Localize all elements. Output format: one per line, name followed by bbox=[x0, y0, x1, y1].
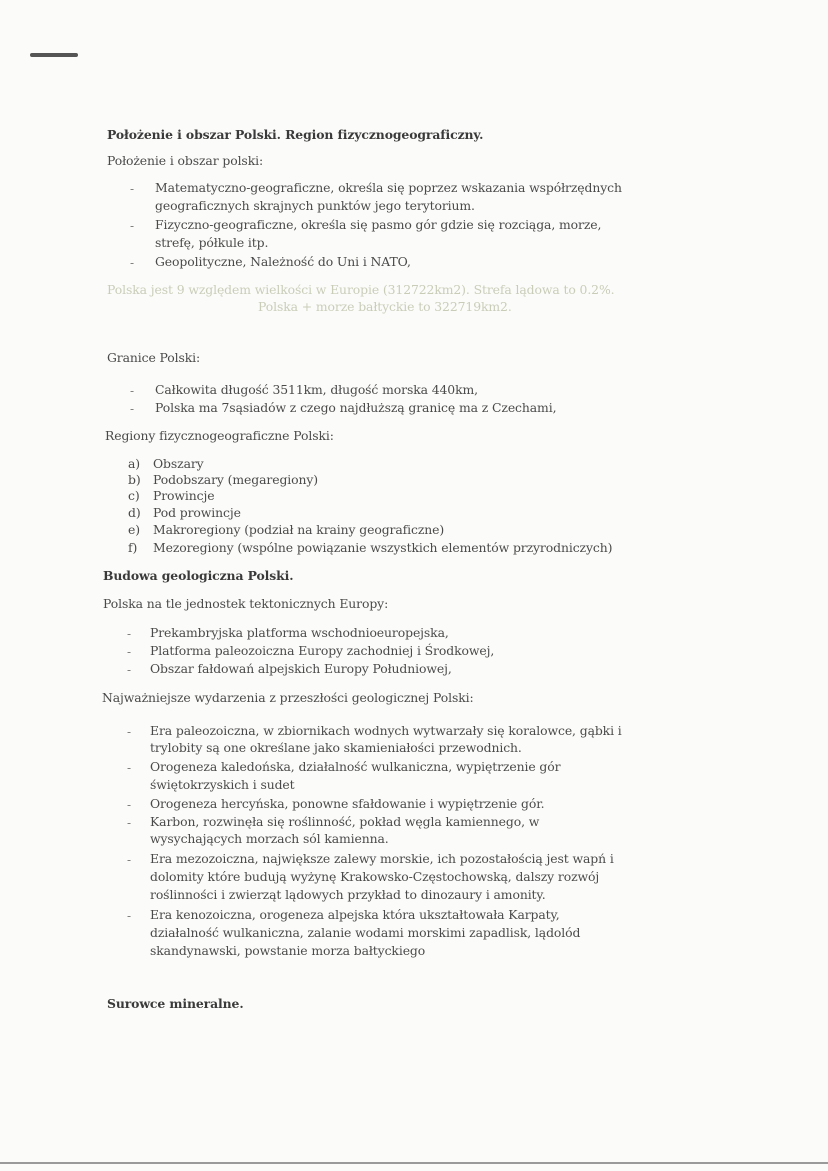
bullet: - bbox=[127, 909, 132, 923]
intro-text: Granice Polski: bbox=[107, 350, 201, 365]
bullet: - bbox=[130, 256, 135, 270]
list-item: skandynawski, powstanie morza bałtyckiego bbox=[150, 943, 426, 958]
list-item: Orogeneza kaledońska, działalność wulkaniczna, wypiętrzenie gór bbox=[150, 759, 561, 774]
list-item: Prowincje bbox=[153, 488, 215, 503]
bullet: - bbox=[127, 761, 132, 775]
bullet: - bbox=[127, 853, 132, 867]
section-heading: Położenie i obszar Polski. Region fizycznogeograficzny. bbox=[107, 127, 484, 142]
list-item: roślinności i zwierząt lądowych przykład to dinozaury i amonity. bbox=[150, 887, 546, 902]
section-heading: Surowce mineralne. bbox=[107, 996, 244, 1011]
bullet: - bbox=[127, 663, 132, 677]
note-text: Polska + morze bałtyckie to 322719km2. bbox=[258, 299, 512, 314]
bullet: - bbox=[130, 219, 135, 233]
list-item: działalność wulkaniczna, zalanie wodami morskimi zapadlisk, lądolód bbox=[150, 925, 581, 940]
list-marker: d) bbox=[128, 505, 141, 520]
list-item: Prekambryjska platforma wschodnioeuropejska, bbox=[150, 625, 449, 640]
list-marker: e) bbox=[128, 522, 140, 537]
list-item: Mezoregiony (wspólne powiązanie wszystkich elementów przyrodniczych) bbox=[153, 540, 613, 555]
list-marker: c) bbox=[128, 488, 140, 503]
list-item: Obszary bbox=[153, 456, 204, 471]
bullet: - bbox=[127, 627, 132, 641]
bullet: - bbox=[130, 402, 135, 416]
list-item: geograficznych skrajnych punktów jego terytorium. bbox=[155, 198, 475, 213]
bullet: - bbox=[127, 725, 132, 739]
list-item: Makroregiony (podział na krainy geograficzne) bbox=[153, 522, 445, 537]
list-item: Całkowita długość 3511km, długość morska 440km, bbox=[155, 382, 478, 397]
list-item: trylobity są one określane jako skamieniałości przewodnich. bbox=[150, 740, 522, 755]
list-item: Obszar fałdowań alpejskich Europy Południowej, bbox=[150, 661, 452, 676]
list-item: Era kenozoiczna, orogeneza alpejska która ukształtowała Karpaty, bbox=[150, 907, 560, 922]
list-item: strefę, półkule itp. bbox=[155, 235, 269, 250]
list-marker: f) bbox=[128, 540, 138, 555]
list-item: Geopolityczne, Należność do Uni i NATO, bbox=[155, 254, 411, 269]
list-item: Fizyczno-geograficzne, określa się pasmo gór gdzie się rozciąga, morze, bbox=[155, 217, 602, 232]
list-item: Orogeneza hercyńska, ponowne sfałdowanie i wypiętrzenie gór. bbox=[150, 796, 545, 811]
list-item: wysychających morzach sól kamienna. bbox=[150, 831, 389, 846]
bullet: - bbox=[127, 798, 132, 812]
intro-text: Położenie i obszar polski: bbox=[107, 153, 264, 168]
list-item: Era mezozoiczna, największe zalewy morskie, ich pozostałością jest wapń i bbox=[150, 851, 614, 866]
bullet: - bbox=[130, 182, 135, 196]
list-marker: a) bbox=[128, 456, 141, 471]
list-item: Platforma paleozoiczna Europy zachodniej i Środkowej, bbox=[150, 643, 495, 658]
page-bottom-edge bbox=[0, 1162, 828, 1164]
bullet: - bbox=[130, 384, 135, 398]
list-item: Podobszary (megaregiony) bbox=[153, 472, 319, 487]
list-item: Pod prowincje bbox=[153, 505, 241, 520]
intro-text: Polska na tle jednostek tektonicznych Europy: bbox=[103, 596, 389, 611]
section-heading: Budowa geologiczna Polski. bbox=[103, 568, 294, 583]
intro-text: Najważniejsze wydarzenia z przeszłości geologicznej Polski: bbox=[102, 690, 474, 705]
intro-text: Regiony fizycznogeograficzne Polski: bbox=[105, 428, 334, 443]
list-item: Karbon, rozwinęła się roślinność, pokład węgla kamiennego, w bbox=[150, 814, 540, 829]
list-item: Era paleozoiczna, w zbiornikach wodnych wytwarzały się koralowce, gąbki i bbox=[150, 723, 622, 738]
list-item: świętokrzyskich i sudet bbox=[150, 777, 295, 792]
bullet: - bbox=[127, 816, 132, 830]
list-item: Matematyczno-geograficzne, określa się poprzez wskazania współrzędnych bbox=[155, 180, 622, 195]
list-marker: b) bbox=[128, 472, 141, 487]
note-text: Polska jest 9 względem wielkości w Europie (312722km2). Strefa lądowa to 0.2%. bbox=[107, 282, 615, 297]
list-item: dolomity które budują wyżynę Krakowsko-Częstochowską, dalszy rozwój bbox=[150, 869, 600, 884]
bullet: - bbox=[127, 645, 132, 659]
scan-mark bbox=[30, 53, 78, 57]
list-item: Polska ma 7sąsiadów z czego najdłuższą granicę ma z Czechami, bbox=[155, 400, 557, 415]
